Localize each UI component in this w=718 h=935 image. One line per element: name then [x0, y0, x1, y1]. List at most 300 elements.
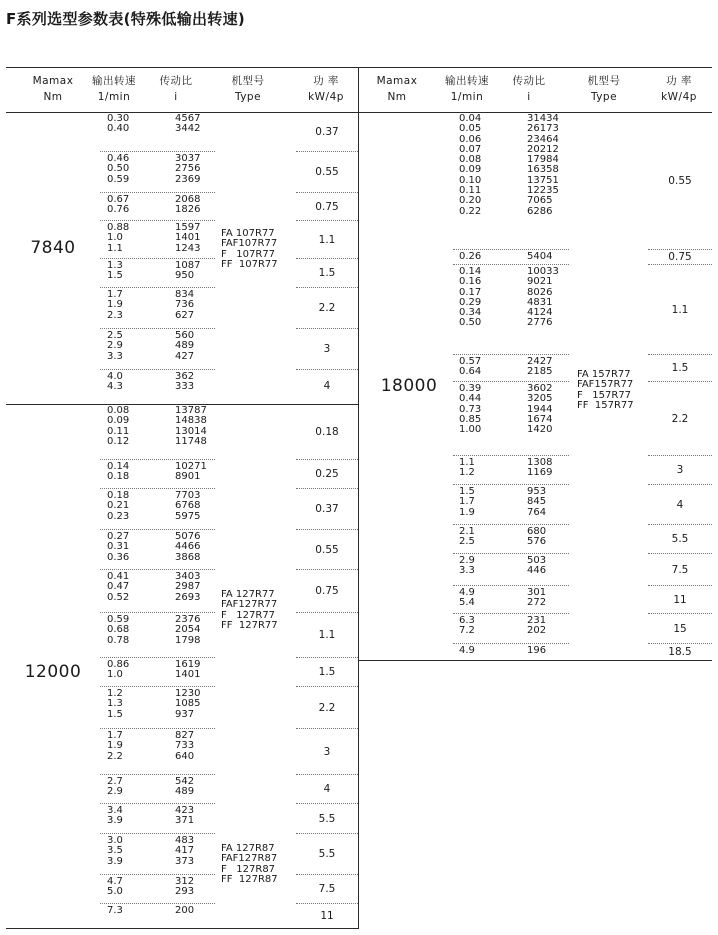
ratio-value: 446 — [527, 565, 547, 577]
ratio-cell — [175, 261, 200, 282]
speed-value: 1.00 — [459, 424, 482, 436]
ratio-value: 1169 — [527, 467, 553, 479]
ratio-value: 827 — [175, 730, 195, 741]
speed-value: 0.27 — [107, 531, 130, 542]
speed-cell — [459, 487, 475, 518]
ratio-cell — [175, 615, 200, 646]
ratio-value: 2756 — [175, 163, 201, 175]
speed-value: 1.3 — [107, 698, 123, 710]
power-cell — [648, 112, 712, 250]
table-row — [100, 729, 215, 775]
speed-value: 4.3 — [107, 381, 123, 393]
table-row — [100, 370, 215, 402]
ratio-value: 1401 — [175, 669, 201, 681]
ratio-value: 8026 — [527, 286, 553, 298]
speed-cell — [459, 384, 481, 435]
speed-value: 0.22 — [459, 205, 482, 217]
speed-value: 0.12 — [107, 435, 130, 447]
speed-value: 0.34 — [459, 307, 482, 319]
power-value: 7.5 — [318, 883, 336, 895]
power-cell — [296, 729, 358, 775]
table-row — [453, 644, 569, 659]
speed-value: 0.11 — [107, 425, 130, 437]
speed-value: 4.9 — [459, 645, 475, 656]
power-cell — [296, 259, 358, 288]
ratio-cell — [175, 572, 200, 603]
power-value: 0.55 — [315, 543, 339, 556]
ratio-value: 293 — [175, 886, 195, 898]
power-value: 3 — [323, 745, 331, 758]
table-row — [453, 112, 569, 250]
ratio-value: 1826 — [175, 204, 201, 216]
ratio-value: 1798 — [175, 634, 201, 646]
ratio-value: 13751 — [527, 174, 559, 186]
table-row — [453, 382, 569, 456]
power-cell — [648, 250, 712, 265]
header-power: 功 率 kW/4p — [308, 75, 344, 103]
table-row — [100, 112, 215, 152]
table-row — [100, 804, 215, 834]
power-cell — [296, 489, 358, 530]
speed-value: 1.5 — [107, 270, 123, 282]
ratio-value: 1420 — [527, 424, 553, 436]
ratio-value: 2987 — [175, 581, 201, 593]
speed-value: 2.7 — [107, 776, 123, 787]
ratio-value: 845 — [527, 496, 547, 508]
speed-value: 0.85 — [459, 413, 482, 425]
speed-cell — [107, 154, 129, 185]
ratio-cell — [175, 836, 194, 867]
type-label: FA 127R87 FAF127R87 F 127R87 FF 127R87 — [221, 843, 278, 885]
mamax-value: 18000 — [380, 376, 438, 396]
power-value: 18.5 — [668, 645, 692, 658]
ratio-value: 7065 — [527, 195, 553, 207]
ratio-cell — [175, 731, 194, 762]
ratio-cell — [175, 532, 200, 563]
ratio-value: 764 — [527, 506, 547, 518]
table-row — [453, 586, 569, 614]
ratio-cell — [175, 223, 200, 254]
table-row — [100, 530, 215, 570]
power-value: 1.5 — [318, 666, 336, 678]
speed-value: 1.9 — [107, 299, 123, 311]
ratio-value: 2693 — [175, 591, 201, 603]
table-row — [100, 775, 215, 804]
header-ratio: 传动比 i — [159, 75, 193, 103]
ratio-value: 483 — [175, 835, 195, 846]
power-cell — [648, 355, 712, 382]
speed-value: 1.7 — [107, 730, 123, 741]
speed-value: 0.21 — [107, 500, 130, 512]
ratio-value: 17984 — [527, 154, 559, 166]
speed-cell — [107, 615, 129, 646]
ratio-value: 5975 — [175, 510, 201, 522]
ratio-value: 200 — [175, 905, 195, 916]
speed-value: 0.17 — [459, 286, 482, 298]
speed-value: 1.1 — [107, 242, 123, 254]
ratio-value: 1597 — [175, 222, 201, 233]
ratio-value: 2776 — [527, 317, 553, 329]
table-row — [100, 152, 215, 193]
power-value: 5.5 — [318, 848, 336, 860]
speed-value: 0.46 — [107, 153, 130, 164]
power-cell — [648, 456, 712, 485]
speed-cell — [107, 777, 123, 798]
header-power: 功 率 kW/4p — [661, 75, 697, 103]
power-cell — [648, 614, 712, 644]
table-row — [453, 250, 569, 265]
speed-value: 1.3 — [107, 260, 123, 271]
ratio-value: 5404 — [527, 251, 553, 262]
ratio-value: 10033 — [527, 266, 559, 277]
speed-value: 1.9 — [459, 506, 475, 518]
speed-value: 0.39 — [459, 383, 482, 394]
power-value: 1.1 — [318, 233, 336, 246]
ratio-value: 953 — [527, 486, 547, 497]
power-value: 4 — [676, 498, 684, 511]
ratio-cell — [175, 660, 200, 681]
header-mamax: Mamax Nm — [32, 75, 74, 103]
ratio-value: 627 — [175, 309, 195, 321]
ratio-cell — [527, 252, 552, 262]
ratio-value: 301 — [527, 587, 547, 598]
speed-value: 0.59 — [107, 173, 130, 185]
speed-cell — [107, 195, 129, 216]
ratio-value: 6286 — [527, 205, 553, 217]
speed-cell — [459, 616, 475, 637]
power-cell — [296, 570, 358, 613]
speed-cell — [107, 660, 129, 681]
ratio-value: 1085 — [175, 698, 201, 710]
speed-value: 0.78 — [107, 634, 130, 646]
table-row — [100, 193, 215, 221]
header-type: 机型号 Type — [231, 75, 265, 103]
ratio-value: 13787 — [175, 405, 207, 416]
ratio-value: 11748 — [175, 435, 207, 447]
ratio-value: 16358 — [527, 164, 559, 176]
ratio-cell — [175, 406, 207, 447]
speed-cell — [107, 261, 123, 282]
ratio-cell — [527, 487, 546, 518]
power-value: 0.55 — [668, 174, 692, 187]
left-table — [6, 67, 359, 929]
ratio-value: 503 — [527, 555, 547, 566]
ratio-value: 202 — [527, 625, 547, 637]
power-value: 1.5 — [671, 362, 689, 374]
speed-cell — [107, 731, 123, 762]
ratio-cell — [175, 806, 194, 827]
speed-value: 0.30 — [107, 113, 130, 124]
power-cell — [648, 554, 712, 586]
ratio-value: 371 — [175, 815, 195, 827]
ratio-value: 14838 — [175, 415, 207, 427]
ratio-value: 3205 — [527, 393, 553, 405]
speed-value: 2.3 — [107, 309, 123, 321]
power-cell — [296, 112, 358, 152]
speed-value: 1.9 — [107, 740, 123, 752]
speed-value: 3.4 — [107, 805, 123, 816]
ratio-cell — [175, 906, 194, 916]
power-cell — [296, 904, 358, 927]
speed-cell — [459, 114, 481, 217]
power-cell — [648, 485, 712, 525]
ratio-value: 2427 — [527, 356, 553, 367]
type-label: FA 127R77 FAF127R77 F 127R77 FF 127R77 — [221, 589, 278, 631]
speed-value: 1.7 — [107, 289, 123, 300]
speed-value: 2.5 — [459, 536, 475, 548]
ratio-value: 3602 — [527, 383, 553, 394]
speed-value: 0.50 — [107, 163, 130, 175]
power-cell — [648, 265, 712, 355]
speed-value: 3.5 — [107, 845, 123, 857]
ratio-value: 272 — [527, 597, 547, 609]
ratio-value: 2369 — [175, 173, 201, 185]
power-value: 0.18 — [315, 425, 339, 438]
table-row — [100, 875, 215, 904]
speed-value: 0.36 — [107, 551, 130, 563]
table-row — [453, 265, 569, 355]
speed-value: 0.18 — [107, 490, 130, 501]
ratio-value: 333 — [175, 381, 195, 393]
ratio-value: 950 — [175, 270, 195, 282]
speed-value: 0.44 — [459, 393, 482, 405]
speed-cell — [107, 836, 123, 867]
speed-cell — [107, 462, 129, 483]
header-mamax: Mamax Nm — [376, 75, 418, 103]
ratio-value: 1087 — [175, 260, 201, 271]
speed-value: 1.2 — [459, 467, 475, 479]
ratio-value: 23464 — [527, 133, 559, 145]
power-value: 11 — [320, 909, 334, 922]
header-speed: 输出转速 1/min — [445, 75, 489, 103]
ratio-value: 2054 — [175, 624, 201, 636]
power-value: 7.5 — [671, 563, 689, 576]
ratio-value: 231 — [527, 615, 547, 626]
ratio-cell — [175, 877, 194, 898]
mamax-value: 12000 — [24, 662, 82, 682]
power-cell — [296, 329, 358, 370]
speed-value: 3.3 — [107, 350, 123, 362]
speed-value: 0.67 — [107, 194, 130, 205]
speed-cell — [459, 252, 481, 262]
power-value: 15 — [673, 622, 687, 635]
ratio-cell — [527, 646, 546, 656]
power-value: 2.2 — [318, 302, 336, 314]
power-cell — [296, 193, 358, 221]
speed-cell — [107, 689, 123, 720]
ratio-value: 4567 — [175, 113, 201, 124]
table-row — [100, 687, 215, 729]
speed-value: 0.18 — [107, 471, 130, 483]
speed-cell — [107, 223, 129, 254]
speed-value: 7.2 — [459, 625, 475, 637]
power-cell — [296, 152, 358, 193]
speed-value: 0.09 — [459, 164, 482, 176]
ratio-value: 2068 — [175, 194, 201, 205]
ratio-cell — [175, 154, 200, 185]
table-row — [100, 329, 215, 370]
ratio-cell — [527, 616, 546, 637]
table-row — [100, 404, 215, 460]
power-value: 0.37 — [315, 125, 339, 138]
table-row — [100, 489, 215, 530]
power-value: 1.1 — [318, 629, 336, 641]
ratio-value: 733 — [175, 740, 195, 752]
speed-value: 5.4 — [459, 597, 475, 609]
speed-cell — [459, 357, 481, 378]
speed-value: 2.5 — [107, 330, 123, 341]
header-ratio: 传动比 i — [512, 75, 546, 103]
ratio-cell — [175, 491, 200, 522]
header-speed: 输出转速 1/min — [92, 75, 136, 103]
speed-cell — [107, 532, 129, 563]
speed-value: 2.9 — [107, 340, 123, 352]
speed-value: 0.08 — [107, 405, 130, 416]
ratio-value: 1230 — [175, 688, 201, 699]
speed-cell — [107, 906, 123, 916]
speed-cell — [459, 646, 475, 656]
speed-value: 2.9 — [107, 786, 123, 798]
right-table-header — [359, 68, 712, 113]
power-value: 0.55 — [315, 166, 339, 178]
speed-cell — [459, 267, 481, 329]
power-value: 0.75 — [315, 200, 339, 213]
ratio-value: 4124 — [527, 307, 553, 319]
ratio-value: 12235 — [527, 185, 559, 197]
power-value: 0.25 — [315, 468, 339, 480]
table-row — [100, 658, 215, 687]
speed-value: 0.14 — [459, 266, 482, 277]
power-value: 1.1 — [671, 303, 689, 316]
ratio-value: 6768 — [175, 500, 201, 512]
table-row — [100, 570, 215, 613]
table-row — [453, 456, 569, 485]
ratio-cell — [527, 588, 546, 609]
table-row — [453, 485, 569, 525]
ratio-value: 640 — [175, 750, 195, 762]
table-row — [100, 834, 215, 875]
speed-value: 0.50 — [459, 317, 482, 329]
speed-value: 0.73 — [459, 403, 482, 415]
speed-value: 1.7 — [459, 496, 475, 508]
ratio-value: 1944 — [527, 403, 553, 415]
power-cell — [648, 644, 712, 659]
right-table — [359, 67, 712, 661]
power-value: 4 — [323, 380, 331, 392]
speed-value: 0.88 — [107, 222, 130, 233]
speed-value: 0.52 — [107, 591, 130, 603]
speed-value: 6.3 — [459, 615, 475, 626]
ratio-value: 1243 — [175, 242, 201, 254]
ratio-cell — [175, 462, 207, 483]
type-label: FA 107R77 FAF107R77 F 107R77 FF 107R77 — [221, 228, 278, 270]
power-value: 4 — [323, 783, 331, 795]
speed-value: 0.40 — [107, 123, 130, 135]
power-cell — [296, 687, 358, 729]
power-cell — [296, 613, 358, 658]
speed-value: 0.76 — [107, 204, 130, 216]
ratio-value: 542 — [175, 776, 195, 787]
speed-value: 2.9 — [459, 555, 475, 566]
type-label: FA 157R77 FAF157R77 F 157R77 FF 157R77 — [577, 369, 634, 411]
header-type: 机型号 Type — [587, 75, 621, 103]
ratio-value: 736 — [175, 299, 195, 311]
speed-value: 0.14 — [107, 461, 130, 472]
ratio-cell — [175, 114, 200, 135]
speed-value: 0.29 — [459, 296, 482, 308]
speed-value: 0.09 — [107, 415, 130, 427]
table-row — [453, 554, 569, 586]
speed-value: 1.0 — [107, 232, 123, 244]
page-title: F系列选型参数表(特殊低输出转速) — [6, 10, 246, 28]
table-row — [100, 904, 215, 927]
power-cell — [296, 530, 358, 570]
ratio-value: 26173 — [527, 123, 559, 135]
ratio-value: 3403 — [175, 571, 201, 582]
speed-value: 1.5 — [459, 486, 475, 497]
power-value: 0.75 — [668, 251, 692, 263]
power-value: 1.5 — [318, 267, 336, 279]
speed-value: 5.0 — [107, 886, 123, 898]
ratio-cell — [175, 331, 194, 362]
speed-cell — [107, 806, 123, 827]
ratio-value: 427 — [175, 350, 195, 362]
ratio-value: 10271 — [175, 461, 207, 472]
power-cell — [296, 658, 358, 687]
ratio-cell — [527, 114, 559, 217]
speed-cell — [107, 877, 123, 898]
ratio-cell — [175, 777, 194, 798]
speed-value: 0.08 — [459, 154, 482, 166]
power-cell — [296, 404, 358, 460]
speed-value: 0.26 — [459, 251, 482, 262]
ratio-value: 2185 — [527, 366, 553, 378]
power-value: 11 — [673, 593, 687, 606]
speed-value: 0.57 — [459, 356, 482, 367]
ratio-cell — [527, 384, 552, 435]
table-row — [453, 614, 569, 644]
ratio-cell — [175, 195, 200, 216]
table-row — [100, 460, 215, 489]
speed-value: 7.3 — [107, 905, 123, 916]
speed-value: 0.59 — [107, 614, 130, 625]
speed-value: 3.3 — [459, 565, 475, 577]
power-cell — [296, 460, 358, 489]
speed-value: 2.1 — [459, 526, 475, 537]
ratio-cell — [527, 357, 552, 378]
speed-cell — [459, 588, 475, 609]
power-cell — [296, 288, 358, 329]
table-row — [453, 525, 569, 554]
power-cell — [296, 370, 358, 402]
ratio-value: 680 — [527, 526, 547, 537]
table-row — [453, 355, 569, 382]
mamax-value: 7840 — [30, 238, 76, 258]
speed-value: 0.06 — [459, 133, 482, 145]
ratio-value: 8901 — [175, 471, 201, 483]
ratio-value: 9021 — [527, 276, 553, 288]
ratio-value: 1308 — [527, 457, 553, 468]
ratio-cell — [527, 527, 546, 548]
speed-cell — [107, 114, 129, 135]
ratio-value: 576 — [527, 536, 547, 548]
ratio-cell — [175, 689, 200, 720]
speed-value: 3.9 — [107, 815, 123, 827]
power-cell — [296, 834, 358, 875]
speed-value: 1.0 — [107, 669, 123, 681]
power-value: 2.2 — [318, 701, 336, 714]
ratio-value: 4466 — [175, 541, 201, 553]
